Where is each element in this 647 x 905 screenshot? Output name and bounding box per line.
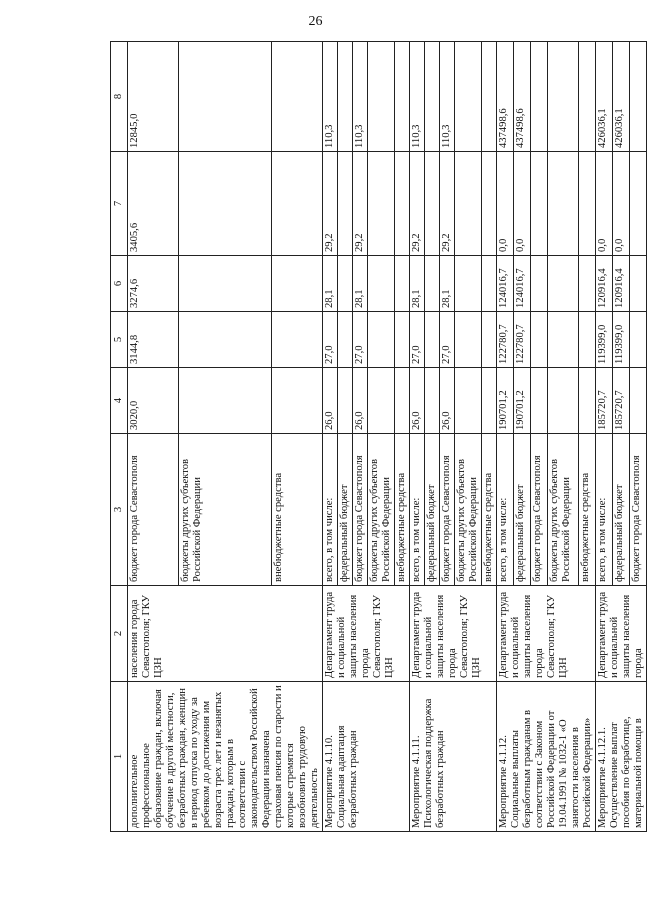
header-cell: 1	[111, 682, 128, 832]
amount-cell: 122780,7	[514, 312, 531, 368]
executor-cell: Департамент труда и социальной защиты населения города Севастополя; ГКУ ЦЗН	[323, 586, 410, 682]
funding-source-cell: бюджет города Севастополя	[531, 434, 548, 586]
funding-source-cell: внебюджетные средства	[482, 434, 497, 586]
amount-cell	[531, 42, 548, 152]
amount-cell	[531, 152, 548, 256]
header-cell: 8	[111, 42, 128, 152]
amount-cell	[482, 312, 497, 368]
funding-source-cell: бюджет города Севастополя	[630, 434, 647, 586]
amount-cell	[425, 152, 440, 256]
amount-cell: 26,0	[353, 368, 368, 434]
amount-cell	[179, 42, 271, 152]
amount-cell	[368, 42, 395, 152]
header-cell: 7	[111, 152, 128, 256]
amount-cell	[531, 312, 548, 368]
table-row	[596, 42, 613, 832]
funding-source-cell: бюджеты других субъектов Российской Федерации	[548, 434, 579, 586]
amount-cell	[578, 256, 595, 312]
amount-cell: 28,1	[353, 256, 368, 312]
amount-cell: 26,0	[410, 368, 425, 434]
amount-cell	[531, 368, 548, 434]
amount-cell	[630, 152, 647, 256]
header-cell: 4	[111, 368, 128, 434]
funding-source-cell: бюджеты других субъектов Российской Федерации	[179, 434, 271, 586]
executor-cell: Департамент труда и социальной защиты населения города	[596, 586, 647, 682]
funding-source-cell: бюджет города Севастополя	[128, 434, 179, 586]
executor-cell: Департамент труда и социальной защиты населения города Севастополя; ГКУ ЦЗН	[497, 586, 596, 682]
amount-cell: 124016,7	[514, 256, 531, 312]
amount-cell: 3144,8	[128, 312, 179, 368]
amount-cell: 0,0	[596, 152, 613, 256]
amount-cell: 110,3	[410, 42, 425, 152]
amount-cell: 110,3	[353, 42, 368, 152]
amount-cell	[179, 152, 271, 256]
amount-cell: 185720,7	[613, 368, 630, 434]
amount-cell	[368, 368, 395, 434]
amount-cell	[578, 152, 595, 256]
amount-cell: 190701,2	[514, 368, 531, 434]
funding-source-cell: бюджет города Севастополя	[440, 434, 455, 586]
measure-name-cell: Мероприятие 4.1.12. Социальные выплаты безработным гражданам в соответствии с Законом Российской Федерации от 19.04.1991 № 1032-1 «О занятости населения в Российской Федерации»	[497, 682, 596, 832]
funding-source-cell: бюджет города Севастополя	[353, 434, 368, 586]
amount-cell	[368, 256, 395, 312]
amount-cell: 3405,6	[128, 152, 179, 256]
executor-cell: Департамент труда и социальной защиты населения города Севастополя; ГКУ ЦЗН	[410, 586, 497, 682]
funding-source-cell: всего, в том числе:	[497, 434, 514, 586]
funding-source-cell: всего, в том числе:	[596, 434, 613, 586]
header-cell: 2	[111, 586, 128, 682]
amount-cell: 437498,6	[497, 42, 514, 152]
amount-cell	[425, 42, 440, 152]
amount-cell: 122780,7	[497, 312, 514, 368]
funding-source-cell: федеральный бюджет	[338, 434, 353, 586]
amount-cell: 110,3	[440, 42, 455, 152]
funding-source-cell: внебюджетные средства	[395, 434, 410, 586]
amount-cell	[482, 256, 497, 312]
header-row	[111, 42, 128, 832]
header-cell: 6	[111, 256, 128, 312]
amount-cell	[338, 152, 353, 256]
amount-cell	[630, 256, 647, 312]
amount-cell: 124016,7	[497, 256, 514, 312]
amount-cell	[455, 256, 482, 312]
amount-cell: 26,0	[323, 368, 338, 434]
measure-name-cell: Мероприятие 4.1.11. Психологическая поддержка безработных граждан	[410, 682, 497, 832]
amount-cell	[482, 42, 497, 152]
amount-cell	[271, 152, 322, 256]
amount-cell	[455, 152, 482, 256]
amount-cell	[425, 312, 440, 368]
measure-name-cell: Мероприятие 4.1.10. Социальная адаптация безработных граждан	[323, 682, 410, 832]
page-number: 26	[308, 14, 323, 29]
table-body	[128, 42, 647, 832]
amount-cell	[271, 256, 322, 312]
amount-cell: 437498,6	[514, 42, 531, 152]
header-cell: 5	[111, 312, 128, 368]
amount-cell	[179, 256, 271, 312]
measure-name-cell: дополнительное профессиональное образование граждан, включая обучение в другой местности, безработных граждан, женщин в период отпуска по уходу за ребенком до достижения им возраста трех лет и незанятых граждан, которым в соответствии с законодательством Российской Федерации назначена страховая пенсия по старости и которые стремятся возобновить трудовую деятельность	[128, 682, 323, 832]
amount-cell	[548, 152, 579, 256]
amount-cell	[395, 152, 410, 256]
amount-cell	[630, 42, 647, 152]
funding-source-cell: бюджеты других субъектов Российской Федерации	[368, 434, 395, 586]
amount-cell: 426036,1	[596, 42, 613, 152]
amount-cell	[548, 312, 579, 368]
amount-cell	[482, 368, 497, 434]
amount-cell	[548, 256, 579, 312]
amount-cell	[179, 312, 271, 368]
table-row	[128, 42, 179, 832]
amount-cell	[338, 312, 353, 368]
amount-cell: 120916,4	[613, 256, 630, 312]
amount-cell	[548, 42, 579, 152]
amount-cell	[395, 42, 410, 152]
amount-cell	[455, 42, 482, 152]
amount-cell	[338, 42, 353, 152]
table-row	[497, 42, 514, 832]
amount-cell	[578, 368, 595, 434]
rotated-table-container	[110, 42, 644, 832]
amount-cell: 28,1	[440, 256, 455, 312]
amount-cell	[271, 312, 322, 368]
amount-cell: 29,2	[440, 152, 455, 256]
amount-cell: 0,0	[497, 152, 514, 256]
amount-cell: 27,0	[440, 312, 455, 368]
amount-cell: 3274,6	[128, 256, 179, 312]
amount-cell	[338, 368, 353, 434]
amount-cell: 26,0	[440, 368, 455, 434]
amount-cell	[578, 312, 595, 368]
amount-cell: 28,1	[323, 256, 338, 312]
funding-source-cell: федеральный бюджет	[425, 434, 440, 586]
amount-cell	[179, 368, 271, 434]
amount-cell: 426036,1	[613, 42, 630, 152]
amount-cell	[271, 42, 322, 152]
amount-cell: 12845,0	[128, 42, 179, 152]
amount-cell: 3020,0	[128, 368, 179, 434]
amount-cell: 29,2	[410, 152, 425, 256]
amount-cell: 28,1	[410, 256, 425, 312]
amount-cell: 0,0	[613, 152, 630, 256]
amount-cell	[630, 368, 647, 434]
amount-cell	[630, 312, 647, 368]
executor-cell: населения города Севастополя; ГКУ ЦЗН	[128, 586, 323, 682]
amount-cell: 185720,7	[596, 368, 613, 434]
amount-cell: 27,0	[410, 312, 425, 368]
amount-cell: 29,2	[353, 152, 368, 256]
amount-cell: 190701,2	[497, 368, 514, 434]
budget-table	[110, 41, 647, 832]
amount-cell	[548, 368, 579, 434]
amount-cell	[425, 256, 440, 312]
table-row	[323, 42, 338, 832]
amount-cell: 27,0	[323, 312, 338, 368]
table-row	[410, 42, 425, 832]
amount-cell	[271, 368, 322, 434]
funding-source-cell: федеральный бюджет	[514, 434, 531, 586]
header-cell: 3	[111, 434, 128, 586]
amount-cell	[531, 256, 548, 312]
funding-source-cell: всего, в том числе:	[323, 434, 338, 586]
amount-cell	[425, 368, 440, 434]
amount-cell: 119399,0	[613, 312, 630, 368]
funding-source-cell: всего, в том числе:	[410, 434, 425, 586]
amount-cell	[395, 368, 410, 434]
amount-cell	[578, 42, 595, 152]
amount-cell: 110,3	[323, 42, 338, 152]
amount-cell	[368, 152, 395, 256]
funding-source-cell: бюджеты других субъектов Российской Федерации	[455, 434, 482, 586]
amount-cell	[482, 152, 497, 256]
amount-cell	[368, 312, 395, 368]
funding-source-cell: федеральный бюджет	[613, 434, 630, 586]
amount-cell	[455, 368, 482, 434]
amount-cell: 119399,0	[596, 312, 613, 368]
funding-source-cell: внебюджетные средства	[271, 434, 322, 586]
measure-name-cell: Мероприятие 4.1.12.1. Осуществление выплат пособия по безработице, материальной помощи в	[596, 682, 647, 832]
amount-cell: 27,0	[353, 312, 368, 368]
amount-cell	[395, 312, 410, 368]
funding-source-cell: внебюджетные средства	[578, 434, 595, 586]
rotated-page-region	[110, 42, 644, 832]
amount-cell	[395, 256, 410, 312]
amount-cell	[455, 312, 482, 368]
amount-cell: 120916,4	[596, 256, 613, 312]
amount-cell: 0,0	[514, 152, 531, 256]
amount-cell: 29,2	[323, 152, 338, 256]
amount-cell	[338, 256, 353, 312]
